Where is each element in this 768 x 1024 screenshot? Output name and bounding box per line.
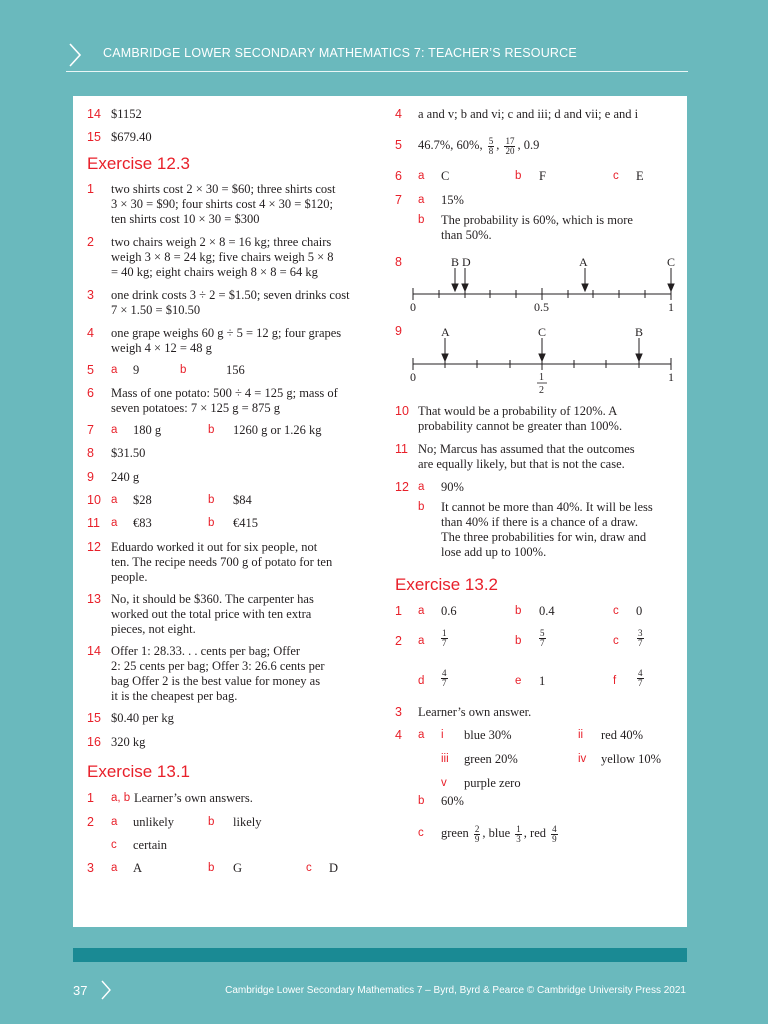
- question-number: 15: [87, 130, 101, 144]
- part-label: a: [111, 364, 118, 376]
- question-number: 12: [395, 480, 409, 494]
- answer-line: it is the cheapest per bag.: [111, 689, 238, 703]
- answer-text: 0.6: [441, 604, 457, 618]
- part-label: c: [613, 605, 619, 617]
- answer-line: two shirts cost 2 × 30 = $60; three shirts cost: [111, 182, 336, 196]
- part-label: e: [515, 675, 522, 687]
- part-label: b: [515, 170, 522, 182]
- part-label: a: [111, 494, 118, 506]
- answer-text: Learner’s own answers.: [134, 791, 253, 805]
- answer-panel: [73, 96, 687, 927]
- answer-line: are equally likely, but that is not the case.: [418, 457, 625, 471]
- fraction: $\frac{5}{8}$: [488, 135, 494, 156]
- answer-line: Eduardo worked it out for six people, not: [111, 540, 318, 554]
- question-number: 4: [87, 326, 94, 340]
- question-number: 9: [87, 470, 94, 484]
- answer-line: people.: [111, 570, 148, 584]
- question-number: 2: [395, 634, 402, 648]
- answer-text: 60%: [441, 794, 464, 808]
- question-number: 2: [87, 815, 94, 829]
- answer-text: 46.7%, 60%,: [418, 138, 483, 152]
- exercise-heading: Exercise 12.3: [87, 154, 190, 173]
- question-number: 3: [87, 288, 94, 302]
- answer-text: G: [233, 861, 243, 875]
- answer-line: That would be a probability of 120%. A: [418, 404, 618, 418]
- answer-text: 90%: [441, 480, 464, 494]
- answer-text: 9: [133, 363, 140, 377]
- part-label: iv: [578, 753, 587, 765]
- question-number: 8: [87, 446, 94, 460]
- answer-fraction-row: green $\frac{2}{9}$ , blue $\frac{1}{3}$ , red $\frac{4}{9}$: [441, 823, 557, 844]
- part-label: b: [515, 605, 522, 617]
- question-number: 13: [87, 592, 101, 606]
- answer-text: 180 g: [133, 423, 162, 437]
- question-number: 1: [87, 182, 94, 196]
- answer-text: certain: [133, 838, 168, 852]
- part-label: b: [208, 494, 215, 506]
- tick-label: 0: [410, 300, 416, 314]
- fraction: $\frac{17}{20}$: [505, 135, 515, 156]
- part-label: a: [111, 862, 118, 874]
- header-divider: [66, 71, 688, 72]
- question-number: 12: [87, 540, 101, 554]
- question-number: 5: [395, 138, 402, 152]
- fraction: $\frac{5}{7}$: [540, 628, 545, 648]
- question-number: 3: [395, 705, 402, 719]
- header-title: CAMBRIDGE LOWER SECONDARY MATHEMATICS 7: TEACHER’S RESOURCE: [103, 46, 577, 60]
- fraction: $\frac{1}{7}$: [442, 628, 447, 648]
- part-label: a: [418, 635, 425, 647]
- part-label: b: [208, 862, 215, 874]
- answer-line: 2: 25 cents per bag; Offer 3: 26.6 cents per: [111, 659, 325, 673]
- fraction: $\frac{4}{7}$: [442, 668, 447, 688]
- part-label: c: [613, 170, 619, 182]
- answer-line: than 40% if there is a chance of a draw.: [441, 515, 639, 529]
- question-number: 10: [395, 404, 409, 418]
- answer-line: worked out the total price with ten extra: [111, 607, 312, 621]
- answer-line: It cannot be more than 40%. It will be less: [441, 500, 653, 514]
- answer-line: Mass of one potato: 500 ÷ 4 = 125 g; mass of: [111, 386, 338, 400]
- question-number: 15: [87, 711, 101, 725]
- exercise-heading: Exercise 13.1: [87, 762, 190, 781]
- part-label: c: [418, 827, 424, 839]
- answer-text: €83: [133, 516, 152, 530]
- answer-line: one grape weighs 60 g ÷ 5 = 12 g; four grapes: [111, 326, 342, 340]
- point-label: C: [667, 255, 676, 269]
- question-number: 3: [87, 861, 94, 875]
- question-number: 4: [395, 728, 402, 742]
- answer-line: two chairs weigh 2 × 8 = 16 kg; three chairs: [111, 235, 332, 249]
- part-label: a: [418, 729, 425, 741]
- part-label: b: [208, 424, 215, 436]
- question-number: 11: [87, 516, 100, 530]
- chevron-right-icon: [99, 979, 113, 1001]
- part-label: a: [111, 424, 118, 436]
- answer-line: seven potatoes: 7 × 125 g = 875 g: [111, 401, 280, 415]
- answer-line: probability cannot be greater than 100%.: [418, 419, 623, 433]
- part-label: a: [111, 517, 118, 529]
- answer-text: $28: [133, 493, 152, 507]
- answer-text: , 0.9: [517, 138, 540, 152]
- question-number: 7: [87, 423, 94, 437]
- answer-text: $84: [233, 493, 252, 507]
- question-number: 10: [87, 493, 101, 507]
- part-label: v: [441, 777, 447, 789]
- answer-line: weigh 4 × 12 = 48 g: [111, 341, 212, 355]
- chevron-right-icon: [66, 42, 84, 68]
- part-label: b: [180, 364, 187, 376]
- part-label: i: [441, 729, 444, 741]
- answer-line: than 50%.: [441, 228, 492, 242]
- answer-line: Offer 1: 28.33. . . cents per bag; Offer: [111, 644, 301, 658]
- part-label: c: [111, 839, 117, 851]
- answer-text: $0.40 per kg: [111, 711, 174, 725]
- answer-text: yellow 10%: [601, 752, 662, 766]
- question-number: 16: [87, 735, 101, 749]
- answer-text: likely: [233, 815, 262, 829]
- answer-text: E: [636, 169, 644, 183]
- part-label: a: [418, 605, 425, 617]
- answer-text: 0: [636, 604, 643, 618]
- tick-label: 1: [539, 372, 544, 383]
- question-number: 4: [395, 107, 402, 121]
- question-number: 1: [395, 604, 402, 618]
- part-label: c: [613, 635, 619, 647]
- answer-text: A: [133, 861, 143, 875]
- point-label: B: [635, 325, 644, 339]
- answer-text: 320 kg: [111, 735, 146, 749]
- part-label: a: [111, 816, 118, 828]
- tick-label: 0: [410, 370, 416, 384]
- part-label: ii: [578, 729, 584, 741]
- page-number: 37: [73, 983, 88, 998]
- answer-text: €415: [233, 516, 258, 530]
- footer-band: [73, 948, 687, 962]
- answer-line: ten. The recipe needs 700 g of potato for ten: [111, 555, 333, 569]
- question-number: 6: [395, 169, 402, 183]
- part-label: b: [515, 635, 522, 647]
- answer-line: = 40 kg; eight chairs weigh 8 × 8 = 64 kg: [111, 265, 318, 279]
- answer-text: purple zero: [464, 776, 521, 790]
- number-line-q9: [403, 324, 683, 400]
- answer-text: C: [441, 169, 450, 183]
- answer-text: red 40%: [601, 728, 643, 742]
- answer-line: bag Offer 2 is the best value for money as: [111, 674, 321, 688]
- answer-line: 3 × 30 = $90; four shirts cost 4 × 30 = $120;: [111, 197, 333, 211]
- number-line-q8: [403, 254, 683, 314]
- answer-fraction-row: 46.7%, 60%, $\frac{5}{8}$ , $\frac{17}{20}$ , 0.9: [418, 135, 540, 156]
- part-label: d: [418, 675, 425, 687]
- part-label: iii: [441, 753, 449, 765]
- answer-text: $1152: [111, 107, 142, 121]
- point-label: C: [538, 325, 547, 339]
- answer-line: No, it should be $360. The carpenter has: [111, 592, 314, 606]
- part-label: b: [208, 517, 215, 529]
- tick-label: 1: [668, 370, 674, 384]
- exercise-heading: Exercise 13.2: [395, 575, 498, 594]
- part-label: c: [306, 862, 312, 874]
- part-label: a, b: [111, 792, 131, 804]
- answer-line: No; Marcus has assumed that the outcomes: [418, 442, 635, 456]
- answer-line: pieces, not eight.: [111, 622, 196, 636]
- answer-line: weigh 3 × 8 = 24 kg; five chairs weigh 5 × 8: [111, 250, 334, 264]
- part-label: a: [418, 170, 425, 182]
- question-number: 7: [395, 193, 402, 207]
- answer-line: The three probabilities for win, draw and: [441, 530, 647, 544]
- tick-label: 0.5: [534, 300, 549, 314]
- answer-text: $31.50: [111, 446, 146, 460]
- part-label: b: [418, 214, 425, 226]
- answer-line: The probability is 60%, which is more: [441, 213, 633, 227]
- tick-label: 2: [539, 385, 544, 396]
- answer-text: unlikely: [133, 815, 174, 829]
- question-number: 1: [87, 791, 94, 805]
- question-number: 14: [87, 644, 101, 658]
- part-label: b: [208, 816, 215, 828]
- answer-text: 0.4: [539, 604, 555, 618]
- copyright-credit: Cambridge Lower Secondary Mathematics 7 – Byrd, Byrd & Pearce © Cambridge University Press 2021: [225, 985, 686, 996]
- question-number: 5: [87, 363, 94, 377]
- fraction: $\frac{4}{7}$: [638, 668, 643, 688]
- answer-text: D: [329, 861, 339, 875]
- answer-text: $679.40: [111, 130, 152, 144]
- answer-text: blue 30%: [464, 728, 512, 742]
- tick-label: 1: [668, 300, 674, 314]
- answer-line: one drink costs 3 ÷ 2 = $1.50; seven drinks cost: [111, 288, 350, 302]
- answer-line: ten shirts cost 10 × 30 = $300: [111, 212, 260, 226]
- part-label: b: [418, 501, 425, 513]
- answer-text: 156: [226, 363, 245, 377]
- point-label: A: [441, 325, 450, 339]
- question-number: 6: [87, 386, 94, 400]
- answer-text: 15%: [441, 193, 464, 207]
- answer-line: 7 × 1.50 = $10.50: [111, 303, 201, 317]
- question-number: 14: [87, 107, 101, 121]
- answer-line: lose add up to 100%.: [441, 545, 547, 559]
- part-label: f: [613, 675, 617, 687]
- answer-text: a and v; b and vi; c and iii; d and vii; e and i: [418, 107, 639, 121]
- arrow-marker: [442, 338, 642, 361]
- question-number: 2: [87, 235, 94, 249]
- point-label: A: [579, 255, 588, 269]
- question-number: 9: [395, 324, 402, 338]
- part-label: b: [418, 795, 425, 807]
- answer-text: 240 g: [111, 470, 140, 484]
- answer-text: green 20%: [464, 752, 518, 766]
- answer-text: F: [539, 169, 546, 183]
- part-label: a: [418, 481, 425, 493]
- part-label: a: [418, 194, 425, 206]
- question-number: 8: [395, 255, 402, 269]
- answer-text: Learner’s own answer.: [418, 705, 532, 719]
- answer-text: 1: [539, 674, 546, 688]
- arrow-marker: [452, 268, 674, 291]
- answer-text: 1260 g or 1.26 kg: [233, 423, 322, 437]
- question-number: 11: [395, 442, 408, 456]
- fraction: $\frac{3}{7}$: [638, 628, 643, 648]
- point-label: B D: [451, 255, 471, 269]
